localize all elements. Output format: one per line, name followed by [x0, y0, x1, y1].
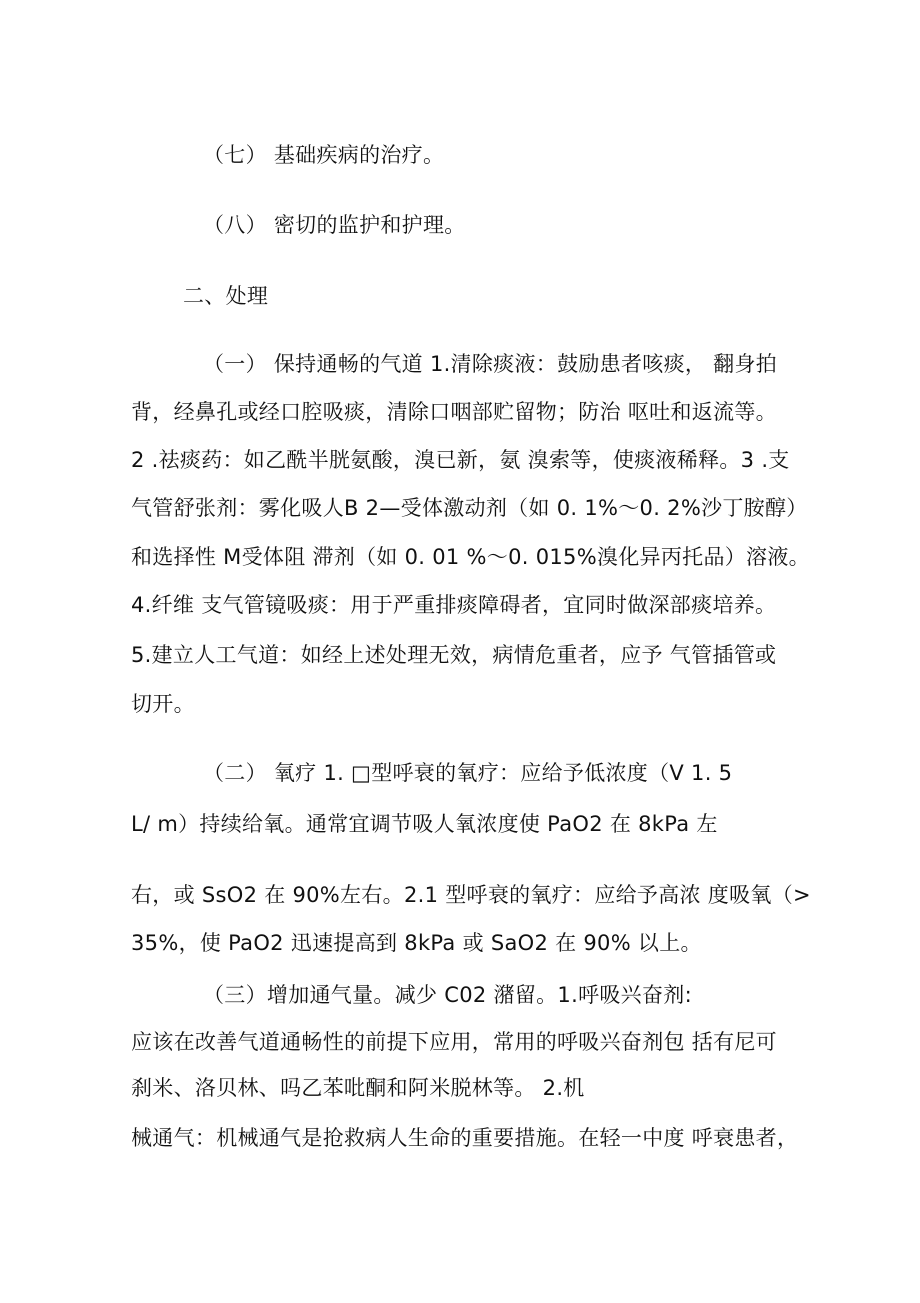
paragraph-three-line-1: （三）增加通气量。减少 C02 潴留。1.呼吸兴奋剂: — [203, 983, 692, 1007]
paragraph-two-line-3: 右，或 SsO2 在 90%左右。2.1 型呼衰的氧疗：应给予高浓 度吸氧（> — [131, 883, 811, 907]
paragraph-one-line-3: 2 .祛痰药：如乙酰半胱氨酸，溴已新，氨 溴索等，使痰液稀释。3 .支 — [131, 448, 790, 472]
paragraph-three-line-2: 应该在改善气道通畅性的前提下应用，常用的呼吸兴奋剂包 括有尼可 — [131, 1030, 777, 1054]
section-heading: 二、处理 — [183, 284, 269, 308]
paragraph-two-line-4: 35%，使 PaO2 迅速提高到 8kPa 或 SaO2 在 90% 以上。 — [131, 931, 702, 955]
paragraph-three-line-3: 刹米、洛贝林、吗乙苯吡酮和阿米脱林等。 2.机 — [131, 1076, 585, 1100]
paragraph-one-line-5: 和选择性 M受体阻 滞剂（如 0. 01 %～0. 015%溴化异丙托品）溶液。 — [131, 545, 810, 569]
item-eight: （八） 密切的监护和护理。 — [203, 213, 466, 237]
paragraph-two-line-1: （二） 氧疗 1. □型呼衰的氧疗：应给予低浓度（V 1. 5 — [203, 761, 733, 785]
item-seven: （七） 基础疾病的治疗。 — [203, 143, 445, 167]
paragraph-two-line-2: L/ m）持续给氧。通常宜调节吸人氧浓度使 PaO2 在 8kPa 左 — [131, 812, 718, 836]
paragraph-one-line-8: 切开。 — [131, 692, 195, 716]
paragraph-one-line-2: 背，经鼻孔或经口腔吸痰，清除口咽部贮留物；防治 呕吐和返流等。 — [131, 400, 777, 424]
paragraph-one-line-7: 5.建立人工气道：如经上述处理无效，病情危重者，应予 气管插管或 — [131, 643, 777, 667]
paragraph-three-line-4: 械通气：机械通气是抢救病人生命的重要措施。在轻一中度 呼衰患者， — [131, 1126, 799, 1150]
paragraph-one-line-6: 4.纤维 支气管镜吸痰：用于严重排痰障碍者，宜同时做深部痰培养。 — [131, 593, 777, 617]
paragraph-one-line-1: （一） 保持通畅的气道 1.清除痰液：鼓励患者咳痰， 翻身拍 — [203, 352, 778, 376]
paragraph-one-line-4: 气管舒张剂：雾化吸人B 2—受体激动剂（如 0. 1%～0. 2%沙丁胺醇） — [131, 496, 808, 520]
